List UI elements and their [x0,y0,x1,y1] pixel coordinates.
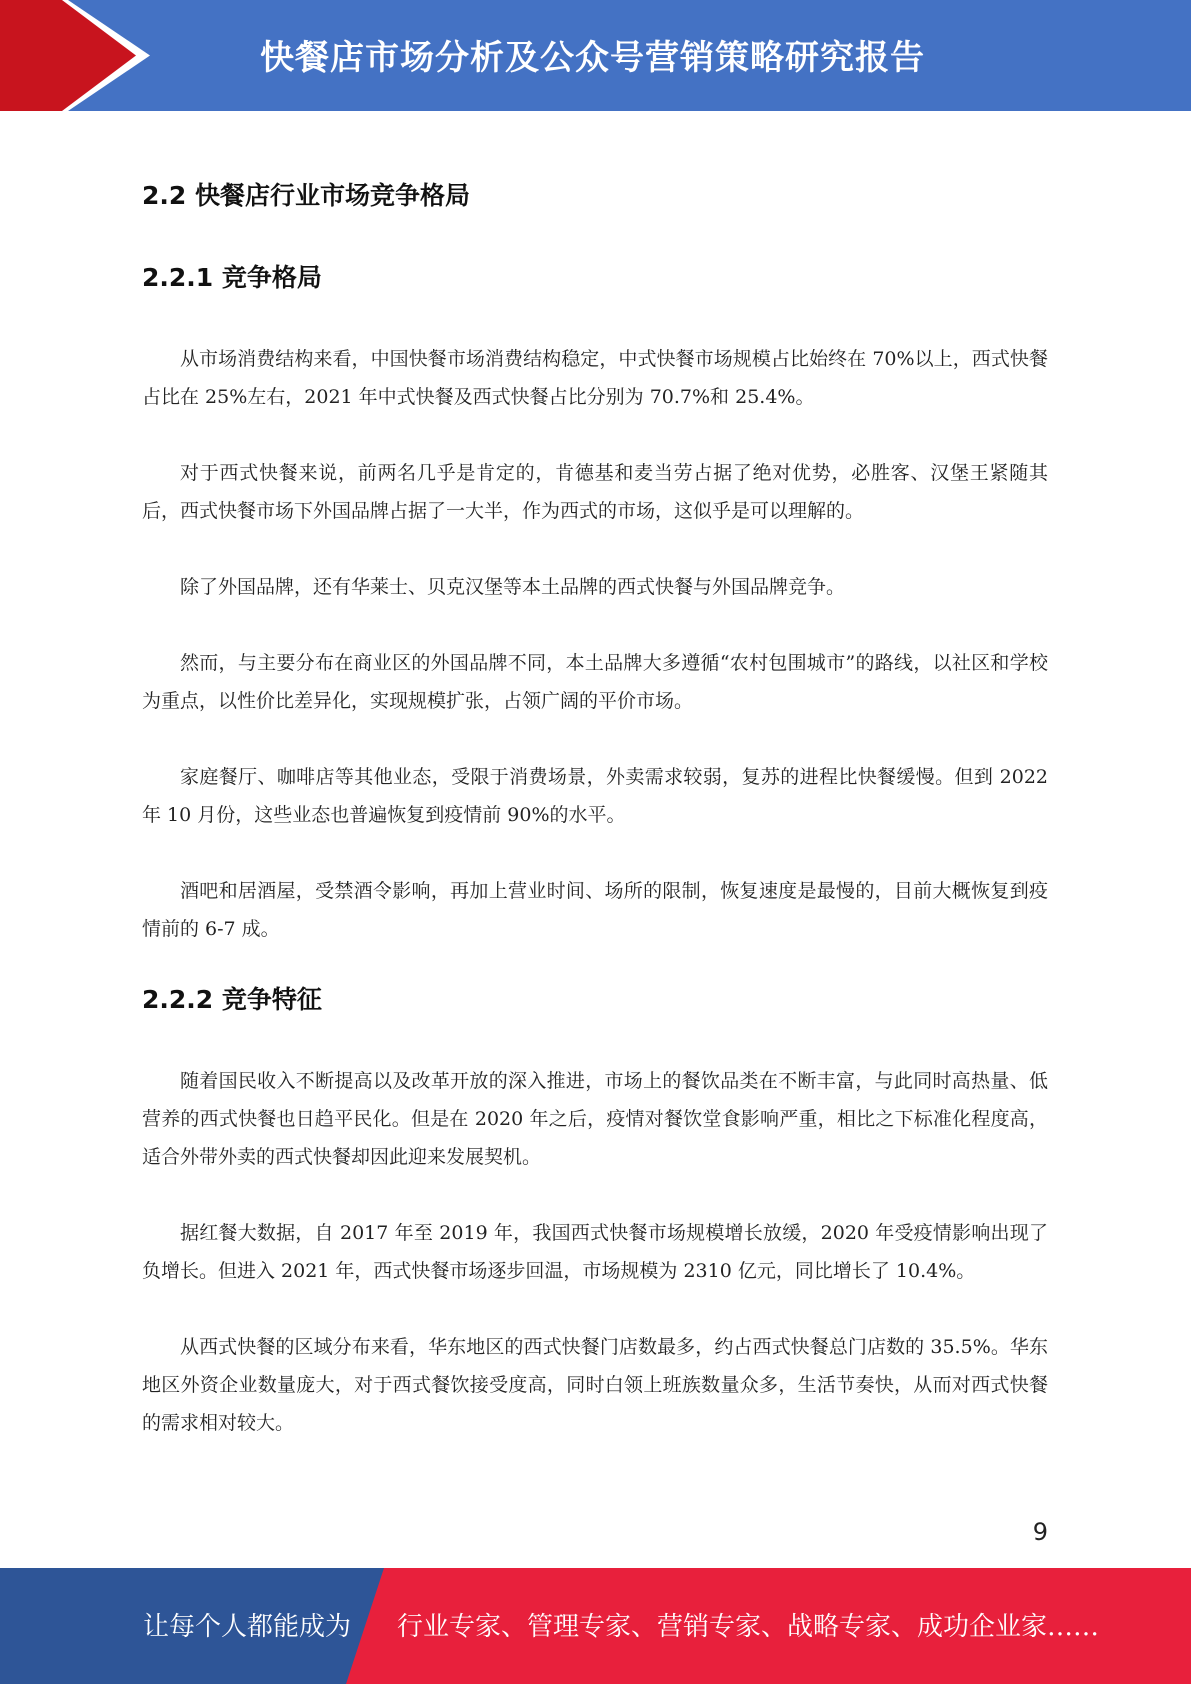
paragraph: 随着国民收入不断提高以及改革开放的深入推进，市场上的餐饮品类在不断丰富，与此同时高热量、低营养的西式快餐也日趋平民化。但是在 2020 年之后，疫情对餐饮堂食影响严重，相比之下标准化程度高，适合外带外卖的西式快餐却因此迎来发展契机。 [142,1070,1048,1168]
paragraph: 除了外国品牌，还有华莱士、贝克汉堡等本土品牌的西式快餐与外国品牌竞争。 [180,576,846,598]
subsection-heading-competition-pattern: 2.2.1 竞争格局 [142,263,322,292]
paragraph: 从西式快餐的区域分布来看，华东地区的西式快餐门店数最多，约占西式快餐总门店数的 35.5%。华东地区外资企业数量庞大，对于西式餐饮接受度高，同时白领上班族数量众多，生活节奏快，从而对西式快餐的需求相对较大。 [142,1336,1048,1434]
footer-slogan-left: 让每个人都能成为 [143,1612,352,1642]
section-heading: 2.2 快餐店行业市场竞争格局 [142,181,470,210]
paragraph: 酒吧和居酒屋，受禁酒令影响，再加上营业时间、场所的限制，恢复速度是最慢的，目前大概恢复到疫情前的 6-7 成。 [142,880,1048,940]
footer-slogan-right: 行业专家、管理专家、营销专家、战略专家、成功企业家…… [397,1612,1100,1642]
page-header [0,0,1191,111]
paragraph: 然而，与主要分布在商业区的外国品牌不同，本土品牌大多遵循“农村包围城市”的路线，以社区和学校为重点，以性价比差异化，实现规模扩张，占领广阔的平价市场。 [142,652,1048,712]
paragraph: 据红餐大数据，自 2017 年至 2019 年，我国西式快餐市场规模增长放缓，2020 年受疫情影响出现了负增长。但进入 2021 年，西式快餐市场逐步回温，市场规模为 2310 亿元，同比增长了 10.4%。 [142,1222,1048,1282]
paragraph: 家庭餐厅、咖啡店等其他业态，受限于消费场景，外卖需求较弱，复苏的进程比快餐缓慢。但到 2022 年 10 月份，这些业态也普遍恢复到疫情前 90%的水平。 [142,766,1048,826]
subsection-heading-competition-features: 2.2.2 竞争特征 [142,985,322,1014]
page-number: 9 [1032,1518,1048,1546]
paragraph: 对于西式快餐来说，前两名几乎是肯定的，肯德基和麦当劳占据了绝对优势，必胜客、汉堡王紧随其后，西式快餐市场下外国品牌占据了一大半，作为西式的市场，这似乎是可以理解的。 [142,462,1048,522]
paragraph: 从市场消费结构来看，中国快餐市场消费结构稳定，中式快餐市场规模占比始终在 70%以上，西式快餐占比在 25%左右，2021 年中式快餐及西式快餐占比分别为 70.7%和 25.4%。 [142,348,1048,408]
page-content [142,178,1048,1480]
page-footer [0,1568,1191,1684]
report-title: 快餐店市场分析及公众号营销策略研究报告 [260,38,925,78]
red-arrow-decoration [0,0,150,111]
